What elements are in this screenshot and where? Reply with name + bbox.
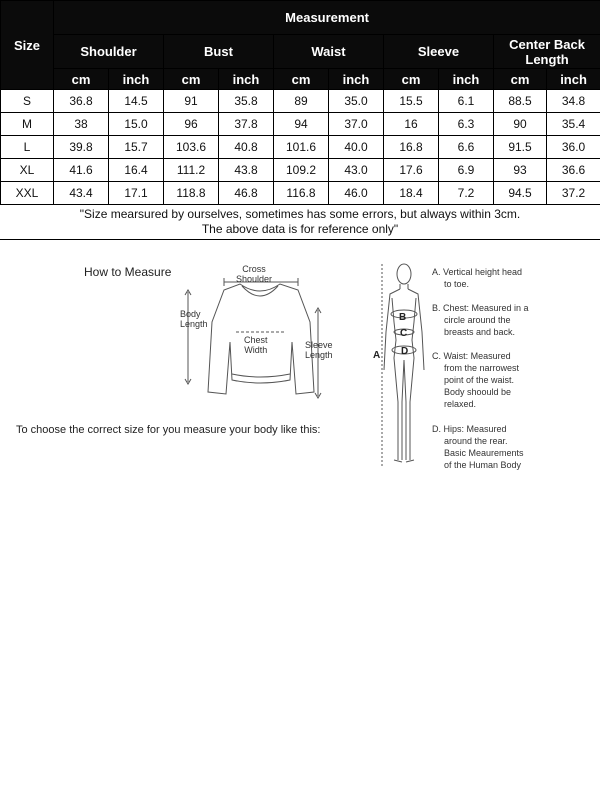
table-cell: 43.4 bbox=[54, 182, 109, 205]
table-cell: 6.1 bbox=[439, 90, 494, 113]
table-cell: 118.8 bbox=[164, 182, 219, 205]
table-cell: 46.8 bbox=[219, 182, 274, 205]
unit-header: inch bbox=[109, 69, 164, 90]
table-cell: 35.0 bbox=[329, 90, 384, 113]
marker-d: D bbox=[401, 346, 409, 357]
table-cell: 16.8 bbox=[384, 136, 439, 159]
table-cell: 38 bbox=[54, 113, 109, 136]
legend-line: around the rear. bbox=[444, 436, 508, 446]
garment-diagram bbox=[170, 262, 370, 412]
table-cell: 6.6 bbox=[439, 136, 494, 159]
group-header-sleeve: Sleeve bbox=[384, 35, 494, 69]
legend-line: of the Human Body bbox=[444, 460, 522, 470]
table-cell: 6.9 bbox=[439, 159, 494, 182]
table-cell: 41.6 bbox=[54, 159, 109, 182]
size-cell: M bbox=[1, 113, 54, 136]
how-to-measure-title: How to Measure bbox=[84, 265, 172, 279]
size-cell: L bbox=[1, 136, 54, 159]
sleeve-length-label bbox=[305, 340, 333, 360]
table-cell: 36.0 bbox=[547, 136, 600, 159]
disclaimer-line: "Size mearsured by ourselves, sometimes has some errors, but always within 3cm. bbox=[79, 207, 521, 221]
table-cell: 89 bbox=[274, 90, 329, 113]
marker-c: C bbox=[400, 328, 408, 339]
size-cell: S bbox=[1, 90, 54, 113]
legend-line: A. Vertical height head bbox=[432, 267, 523, 277]
table-cell: 35.8 bbox=[219, 90, 274, 113]
table-cell: 39.8 bbox=[54, 136, 109, 159]
group-header-waist: Waist bbox=[274, 35, 384, 69]
table-cell: 35.4 bbox=[547, 113, 600, 136]
unit-header: inch bbox=[219, 69, 274, 90]
cross-shoulder-label bbox=[236, 264, 272, 284]
cross-shoulder-label-line: Cross bbox=[242, 264, 266, 274]
choose-size-instruction: To choose the correct size for you measure your body like this: bbox=[16, 424, 321, 436]
size-column-header: Size bbox=[1, 1, 54, 90]
chest-width-label bbox=[244, 335, 268, 355]
legend-d bbox=[432, 423, 562, 471]
table-cell: 91.5 bbox=[494, 136, 547, 159]
measurement-header: Measurement bbox=[54, 1, 600, 35]
group-header-bust: Bust bbox=[164, 35, 274, 69]
table-cell: 96 bbox=[164, 113, 219, 136]
table-cell: 37.0 bbox=[329, 113, 384, 136]
table-cell: 15.7 bbox=[109, 136, 164, 159]
table-cell: 93 bbox=[494, 159, 547, 182]
table-cell: 16.4 bbox=[109, 159, 164, 182]
table-cell: 18.4 bbox=[384, 182, 439, 205]
legend-line: Body shoould be bbox=[444, 387, 512, 397]
table-cell: 101.6 bbox=[274, 136, 329, 159]
table-cell: 37.2 bbox=[547, 182, 600, 205]
size-cell: XXL bbox=[1, 182, 54, 205]
size-cell: XL bbox=[1, 159, 54, 182]
table-cell: 103.6 bbox=[164, 136, 219, 159]
body-diagram bbox=[378, 262, 430, 468]
unit-header: inch bbox=[439, 69, 494, 90]
size-chart-table bbox=[0, 0, 600, 205]
table-cell: 15.5 bbox=[384, 90, 439, 113]
table-cell: 46.0 bbox=[329, 182, 384, 205]
marker-b: B bbox=[399, 312, 407, 323]
chest-width-label-line: Width bbox=[244, 345, 268, 355]
table-cell: 40.8 bbox=[219, 136, 274, 159]
unit-header: inch bbox=[329, 69, 384, 90]
chest-width-label-line: Chest bbox=[244, 335, 268, 345]
table-cell: 14.5 bbox=[109, 90, 164, 113]
table-cell: 43.0 bbox=[329, 159, 384, 182]
disclaimer-line: The above data is for reference only" bbox=[201, 222, 399, 236]
legend-line: relaxed. bbox=[444, 399, 477, 409]
legend-a bbox=[432, 266, 562, 290]
sleeve-length-label-line: Length bbox=[305, 350, 333, 360]
legend-b bbox=[432, 302, 562, 338]
table-cell: 36.6 bbox=[547, 159, 600, 182]
legend-line: from the narrowest bbox=[444, 363, 520, 373]
legend-line: C. Waist: Measured bbox=[432, 351, 511, 361]
table-row bbox=[1, 113, 600, 136]
table-cell: 34.8 bbox=[547, 90, 600, 113]
sleeve-length-label-line: Sleeve bbox=[305, 340, 333, 350]
legend-line: circle around the bbox=[444, 315, 511, 325]
unit-header: cm bbox=[54, 69, 109, 90]
table-row bbox=[1, 159, 600, 182]
table-cell: 40.0 bbox=[329, 136, 384, 159]
table-cell: 91 bbox=[164, 90, 219, 113]
legend-c bbox=[432, 350, 562, 410]
table-row bbox=[1, 182, 600, 205]
disclaimer-note bbox=[0, 207, 600, 240]
unit-header: cm bbox=[164, 69, 219, 90]
unit-header: cm bbox=[384, 69, 439, 90]
group-header-center-back-length: Center Back Length bbox=[494, 35, 600, 69]
table-cell: 37.8 bbox=[219, 113, 274, 136]
legend-line: breasts and back. bbox=[444, 327, 516, 337]
table-cell: 15.0 bbox=[109, 113, 164, 136]
table-cell: 36.8 bbox=[54, 90, 109, 113]
table-cell: 17.1 bbox=[109, 182, 164, 205]
table-cell: 90 bbox=[494, 113, 547, 136]
table-cell: 94.5 bbox=[494, 182, 547, 205]
unit-header: inch bbox=[547, 69, 600, 90]
legend-line: B. Chest: Measured in a bbox=[432, 303, 529, 313]
table-cell: 16 bbox=[384, 113, 439, 136]
body-length-label-line: Body bbox=[180, 309, 201, 319]
table-row bbox=[1, 136, 600, 159]
table-cell: 94 bbox=[274, 113, 329, 136]
table-row bbox=[1, 90, 600, 113]
table-cell: 6.3 bbox=[439, 113, 494, 136]
table-cell: 111.2 bbox=[164, 159, 219, 182]
table-cell: 43.8 bbox=[219, 159, 274, 182]
table-cell: 88.5 bbox=[494, 90, 547, 113]
legend-line: D. Hips: Measured bbox=[432, 424, 507, 434]
body-length-label bbox=[180, 309, 208, 329]
group-header-shoulder: Shoulder bbox=[54, 35, 164, 69]
unit-header: cm bbox=[494, 69, 547, 90]
table-cell: 17.6 bbox=[384, 159, 439, 182]
legend-line: point of the waist. bbox=[444, 375, 515, 385]
legend-line: to toe. bbox=[444, 279, 470, 289]
unit-header: cm bbox=[274, 69, 329, 90]
table-cell: 116.8 bbox=[274, 182, 329, 205]
cross-shoulder-label-line: Shoulder bbox=[236, 274, 273, 284]
table-cell: 109.2 bbox=[274, 159, 329, 182]
table-cell: 7.2 bbox=[439, 182, 494, 205]
marker-a: A bbox=[373, 350, 381, 361]
legend-line: Basic Meaurements bbox=[444, 448, 524, 458]
body-length-label-line: Length bbox=[180, 319, 208, 329]
